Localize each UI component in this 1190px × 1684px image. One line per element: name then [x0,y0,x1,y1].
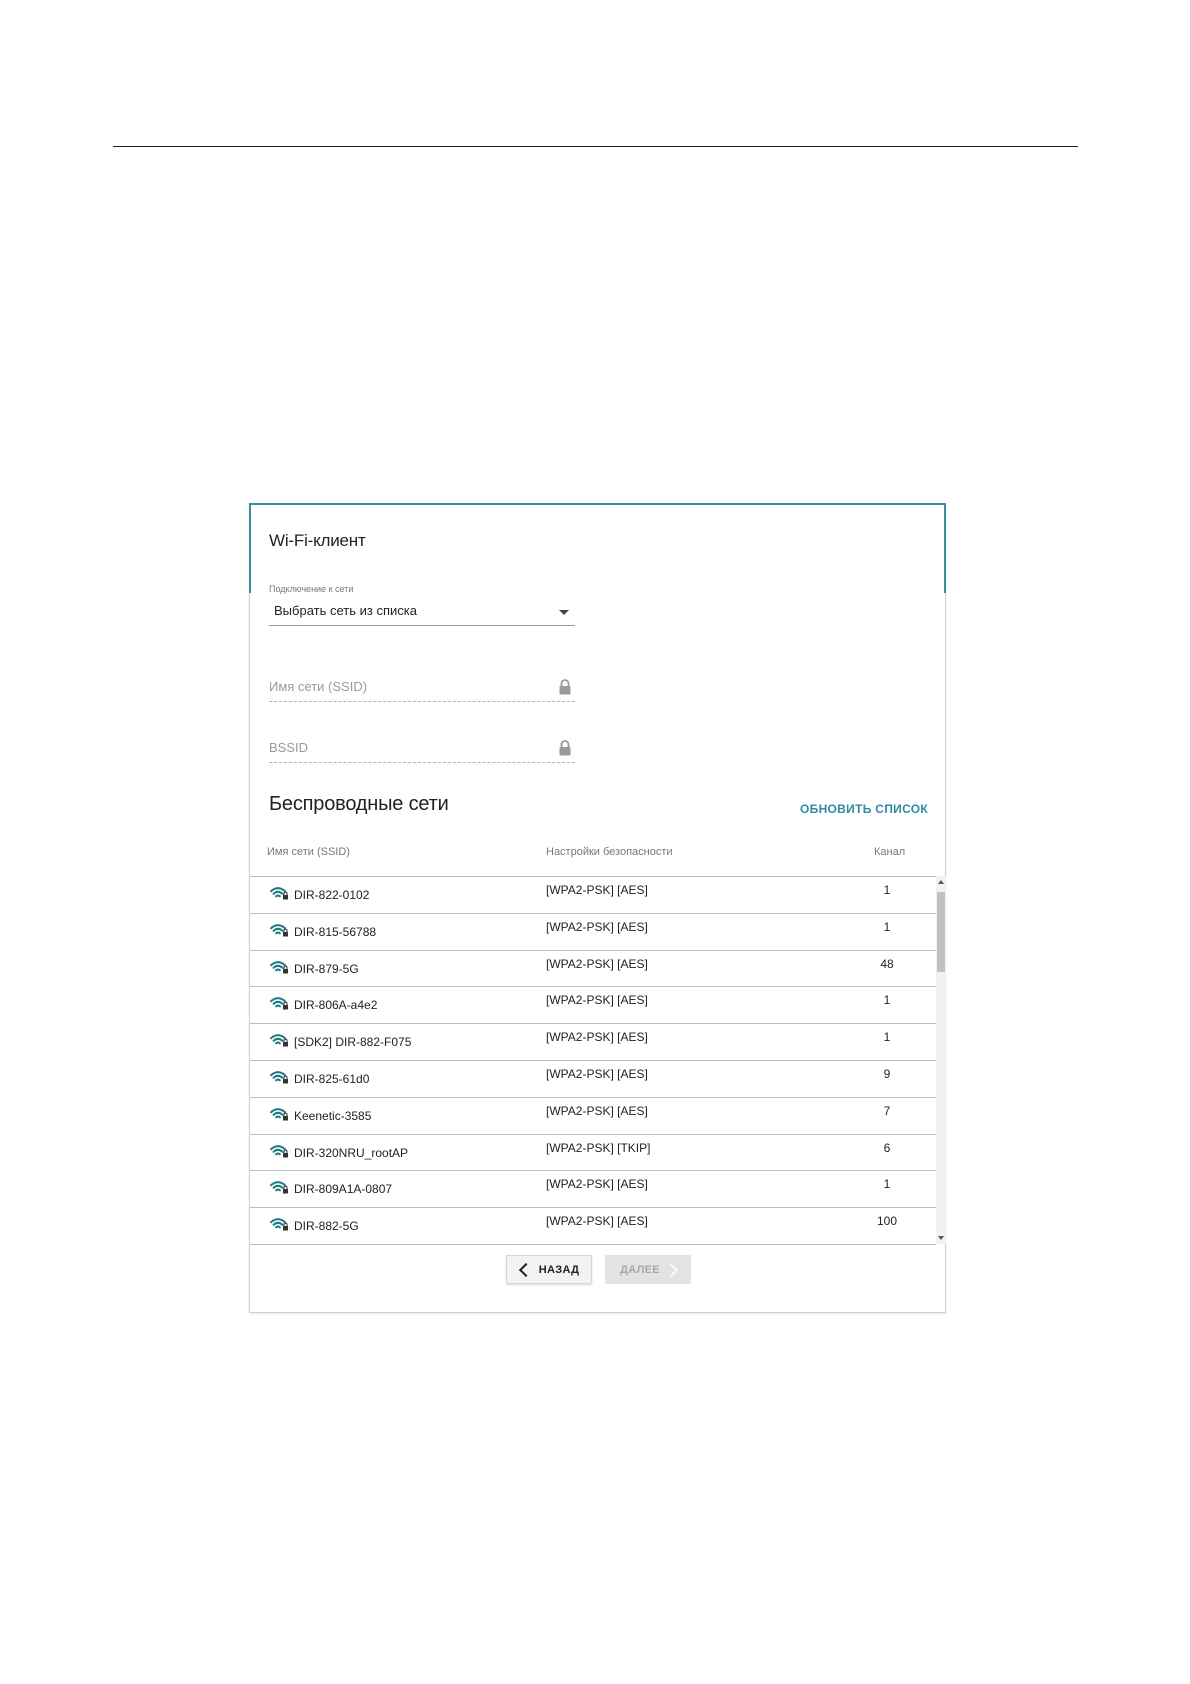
cell-ssid: DIR-815-56788 [294,924,377,939]
connection-caption: Подключение к сети [269,584,354,594]
cell-security: [WPA2-PSK] [AES] [546,1066,648,1081]
cell-ssid: DIR-825-61d0 [294,1071,370,1086]
next-button[interactable] [605,1255,691,1284]
cell-ssid: DIR-822-0102 [294,888,370,902]
networks-table-header [250,844,945,878]
cell-channel: 1 [883,919,891,934]
lock-icon [558,739,572,757]
networks-title: Беспроводные сети [269,793,449,815]
cell-ssid: DIR-320NRU_rootAP [294,1145,409,1160]
ssid-placeholder: Имя сети (SSID) [269,679,368,694]
wifi-signal-icon [269,1033,289,1047]
cell-security: [WPA2-PSK] [AES] [546,956,648,971]
cell-channel: 7 [883,1103,891,1118]
wifi-signal-icon [269,1070,289,1084]
panel-accent-right [944,503,946,593]
cell-ssid: DIR-809A1A-0807 [294,1182,393,1197]
connection-select[interactable] [269,600,575,626]
table-row[interactable] [250,1135,936,1172]
chevron-left-icon [519,1262,533,1276]
caret-down-icon [559,610,569,615]
panel-accent-left [249,503,251,593]
table-row[interactable] [250,914,936,951]
wifi-signal-icon [269,960,289,974]
column-header-security: Настройки безопасности [546,846,673,858]
networks-table-body [250,876,936,1245]
cell-security: [WPA2-PSK] [AES] [546,993,648,1008]
lock-icon [558,678,572,696]
wifi-signal-icon [269,1107,289,1121]
wifi-signal-icon [269,886,289,900]
connection-select-field [269,584,575,626]
bssid-input[interactable] [269,737,575,763]
cell-ssid: DIR-806A-a4e2 [294,998,378,1013]
cell-ssid: [SDK2] DIR-882-F075 [294,1035,412,1050]
table-row[interactable] [250,1098,936,1135]
ssid-input[interactable] [269,676,575,702]
cell-channel: 48 [880,956,894,971]
column-header-ssid: Имя сети (SSID) [267,846,350,858]
cell-channel: 1 [883,993,891,1008]
cell-security: [WPA2-PSK] [TKIP] [546,1140,651,1155]
chevron-right-icon [664,1262,678,1276]
cell-channel: 1 [883,1030,891,1045]
refresh-list-button[interactable]: ОБНОВИТЬ СПИСОК [800,802,928,816]
column-header-channel: Канал [874,846,906,858]
cell-security: [WPA2-PSK] [AES] [546,1177,648,1192]
cell-security: [WPA2-PSK] [AES] [546,1030,648,1045]
wifi-signal-icon [269,1217,289,1231]
wifi-signal-icon [269,996,289,1010]
wifi-signal-icon [269,1180,289,1194]
table-row[interactable] [250,1061,936,1098]
table-row[interactable] [250,1171,936,1208]
networks-scrollbar[interactable] [936,876,946,1244]
table-row[interactable] [250,987,936,1024]
table-row[interactable] [250,951,936,988]
cell-security: [WPA2-PSK] [AES] [546,883,648,897]
bssid-placeholder: BSSID [269,740,309,755]
page-top-rule [113,146,1078,147]
back-button[interactable] [506,1255,592,1284]
wifi-client-panel [249,503,946,1313]
cell-ssid: DIR-882-5G [294,1219,359,1234]
cell-channel: 1 [883,1177,891,1192]
scroll-down-arrow-icon[interactable] [938,1236,944,1240]
cell-channel: 9 [883,1066,891,1081]
table-row[interactable] [250,1024,936,1061]
panel-title: Wi-Fi-клиент [269,531,366,550]
cell-ssid: DIR-879-5G [294,961,359,976]
table-row[interactable] [250,1208,936,1245]
cell-security: [WPA2-PSK] [AES] [546,1103,648,1118]
next-button-label: ДАЛЕЕ [620,1263,660,1276]
wifi-signal-icon [269,1144,289,1158]
cell-security: [WPA2-PSK] [AES] [546,1214,648,1229]
wifi-signal-icon [269,923,289,937]
cell-channel: 6 [883,1140,891,1155]
connection-select-value: Выбрать сеть из списка [274,603,417,618]
back-button-label: НАЗАД [538,1263,580,1276]
cell-channel: 100 [876,1214,898,1229]
cell-channel: 1 [883,883,891,897]
cell-ssid: Keenetic-3585 [294,1108,372,1123]
scroll-thumb[interactable] [937,892,945,972]
scroll-up-arrow-icon[interactable] [938,880,944,884]
table-row[interactable] [250,877,936,914]
cell-security: [WPA2-PSK] [AES] [546,919,648,934]
